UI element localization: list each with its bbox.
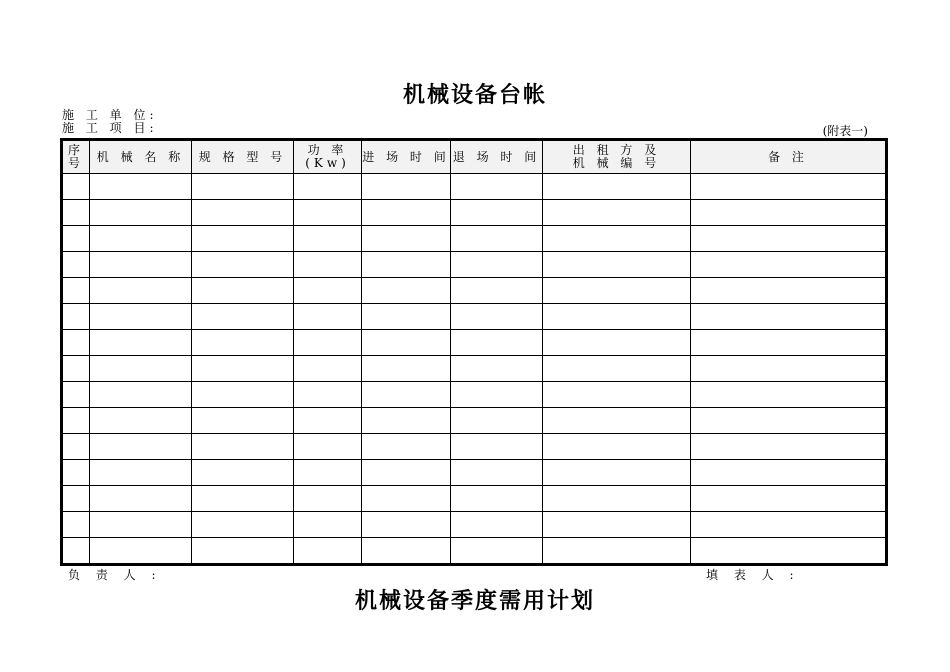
table-cell bbox=[62, 434, 90, 460]
table-cell bbox=[543, 304, 691, 330]
table-cell bbox=[62, 408, 90, 434]
table-cell bbox=[543, 200, 691, 226]
table-cell bbox=[192, 538, 294, 565]
table-cell bbox=[192, 304, 294, 330]
table-cell bbox=[62, 278, 90, 304]
table-cell bbox=[362, 408, 451, 434]
table-cell bbox=[192, 486, 294, 512]
table-cell bbox=[691, 304, 887, 330]
table-cell bbox=[691, 200, 887, 226]
table-cell bbox=[451, 226, 543, 252]
table-cell bbox=[90, 200, 192, 226]
construction-unit-label: 施 工 单 位: bbox=[62, 108, 158, 122]
table-cell bbox=[294, 278, 362, 304]
table-row bbox=[62, 434, 887, 460]
table-cell bbox=[294, 252, 362, 278]
table-cell bbox=[192, 512, 294, 538]
table-cell bbox=[62, 382, 90, 408]
table-cell bbox=[691, 278, 887, 304]
table-cell bbox=[691, 408, 887, 434]
col-header-index: 序 号 bbox=[62, 140, 90, 174]
table-cell bbox=[62, 486, 90, 512]
table-row bbox=[62, 382, 887, 408]
table-cell bbox=[543, 278, 691, 304]
table-cell bbox=[451, 174, 543, 200]
table-cell bbox=[294, 382, 362, 408]
table-cell bbox=[451, 200, 543, 226]
table-cell bbox=[543, 434, 691, 460]
table-cell bbox=[294, 174, 362, 200]
table-cell bbox=[543, 382, 691, 408]
table-cell bbox=[90, 434, 192, 460]
table-cell bbox=[691, 486, 887, 512]
table-cell bbox=[192, 382, 294, 408]
col-header-power: 功 率 (Kw) bbox=[294, 140, 362, 174]
table-cell bbox=[192, 252, 294, 278]
table-cell bbox=[62, 304, 90, 330]
table-cell bbox=[294, 226, 362, 252]
table-cell bbox=[362, 460, 451, 486]
table-cell bbox=[90, 304, 192, 330]
table-cell bbox=[691, 382, 887, 408]
table-cell bbox=[543, 330, 691, 356]
table-cell bbox=[62, 252, 90, 278]
col-header-entry-time: 进 场 时 间 bbox=[362, 140, 451, 174]
table-cell bbox=[192, 408, 294, 434]
table-cell bbox=[691, 174, 887, 200]
table-cell bbox=[192, 460, 294, 486]
table-cell bbox=[90, 538, 192, 565]
table-cell bbox=[691, 330, 887, 356]
table-cell bbox=[62, 226, 90, 252]
table-cell bbox=[294, 460, 362, 486]
table-cell bbox=[543, 460, 691, 486]
table-cell bbox=[192, 330, 294, 356]
table-cell bbox=[90, 512, 192, 538]
table-cell bbox=[192, 278, 294, 304]
table-row bbox=[62, 408, 887, 434]
next-page-title: 机械设备季度需用计划 bbox=[354, 588, 595, 614]
table-row bbox=[62, 538, 887, 565]
table-cell bbox=[451, 252, 543, 278]
table-cell bbox=[362, 486, 451, 512]
table-cell bbox=[362, 538, 451, 565]
table-cell bbox=[691, 460, 887, 486]
table-row bbox=[62, 252, 887, 278]
table-cell bbox=[294, 486, 362, 512]
table-cell bbox=[691, 434, 887, 460]
table-cell bbox=[62, 512, 90, 538]
responsible-person-label: 负 责 人 : bbox=[68, 568, 162, 582]
table-cell bbox=[62, 460, 90, 486]
table-row bbox=[62, 512, 887, 538]
table-cell bbox=[451, 486, 543, 512]
table-cell bbox=[543, 512, 691, 538]
table-cell bbox=[451, 434, 543, 460]
table-cell bbox=[294, 434, 362, 460]
table-cell bbox=[294, 408, 362, 434]
table-cell bbox=[192, 200, 294, 226]
table-cell bbox=[543, 252, 691, 278]
table-cell bbox=[691, 356, 887, 382]
table-cell bbox=[90, 382, 192, 408]
col-header-remarks: 备 注 bbox=[691, 140, 887, 174]
table-cell bbox=[451, 460, 543, 486]
table-cell bbox=[362, 304, 451, 330]
table-cell bbox=[192, 434, 294, 460]
col-header-machine-name: 机 械 名 称 bbox=[90, 140, 192, 174]
table-row bbox=[62, 460, 887, 486]
table-cell bbox=[90, 408, 192, 434]
table-cell bbox=[192, 174, 294, 200]
table-cell bbox=[543, 356, 691, 382]
table-header-row bbox=[62, 140, 887, 174]
table-cell bbox=[691, 252, 887, 278]
table-cell bbox=[90, 330, 192, 356]
table-cell bbox=[451, 408, 543, 434]
table-row bbox=[62, 174, 887, 200]
table-cell bbox=[362, 330, 451, 356]
table-cell bbox=[543, 408, 691, 434]
table-cell bbox=[362, 382, 451, 408]
table-cell bbox=[192, 226, 294, 252]
table-row bbox=[62, 486, 887, 512]
table-cell bbox=[451, 538, 543, 565]
table-cell bbox=[192, 356, 294, 382]
table-row bbox=[62, 330, 887, 356]
table-row bbox=[62, 356, 887, 382]
table-cell bbox=[90, 278, 192, 304]
table-cell bbox=[691, 538, 887, 565]
table-cell bbox=[62, 174, 90, 200]
table-cell bbox=[451, 330, 543, 356]
table-cell bbox=[691, 226, 887, 252]
table-row bbox=[62, 304, 887, 330]
table-cell bbox=[90, 226, 192, 252]
table-cell bbox=[90, 486, 192, 512]
table-row bbox=[62, 200, 887, 226]
col-header-lessor-machine-no: 出 租 方 及 机 械 编 号 bbox=[543, 140, 691, 174]
table-row bbox=[62, 226, 887, 252]
table-cell bbox=[62, 330, 90, 356]
table-cell bbox=[90, 356, 192, 382]
table-cell bbox=[362, 252, 451, 278]
col-header-exit-time: 退 场 时 间 bbox=[451, 140, 543, 174]
table-cell bbox=[451, 512, 543, 538]
table-cell bbox=[294, 330, 362, 356]
table-cell bbox=[543, 486, 691, 512]
table-cell bbox=[62, 200, 90, 226]
table-cell bbox=[294, 512, 362, 538]
table-cell bbox=[362, 278, 451, 304]
table-cell bbox=[543, 174, 691, 200]
table-cell bbox=[294, 200, 362, 226]
table-cell bbox=[294, 356, 362, 382]
table-cell bbox=[451, 278, 543, 304]
table-cell bbox=[451, 356, 543, 382]
table-cell bbox=[90, 460, 192, 486]
table-cell bbox=[90, 252, 192, 278]
table-cell bbox=[543, 538, 691, 565]
table-row bbox=[62, 278, 887, 304]
table-cell bbox=[362, 512, 451, 538]
table-cell bbox=[294, 304, 362, 330]
table-cell bbox=[543, 226, 691, 252]
table-cell bbox=[362, 174, 451, 200]
page-title: 机械设备台帐 bbox=[402, 82, 547, 108]
table-cell bbox=[362, 200, 451, 226]
table-cell bbox=[451, 304, 543, 330]
col-header-spec-model: 规 格 型 号 bbox=[192, 140, 294, 174]
form-filler-label: 填 表 人 : bbox=[706, 568, 800, 582]
table-cell bbox=[691, 512, 887, 538]
table-cell bbox=[362, 356, 451, 382]
construction-project-label: 施 工 项 目: bbox=[62, 121, 158, 135]
table-cell bbox=[451, 382, 543, 408]
table-cell bbox=[62, 356, 90, 382]
table-cell bbox=[362, 434, 451, 460]
table-cell bbox=[362, 226, 451, 252]
table-cell bbox=[62, 538, 90, 565]
table-cell bbox=[90, 174, 192, 200]
appendix-label: (附表一) bbox=[822, 124, 868, 138]
equipment-ledger-table bbox=[60, 138, 888, 566]
table-cell bbox=[294, 538, 362, 565]
